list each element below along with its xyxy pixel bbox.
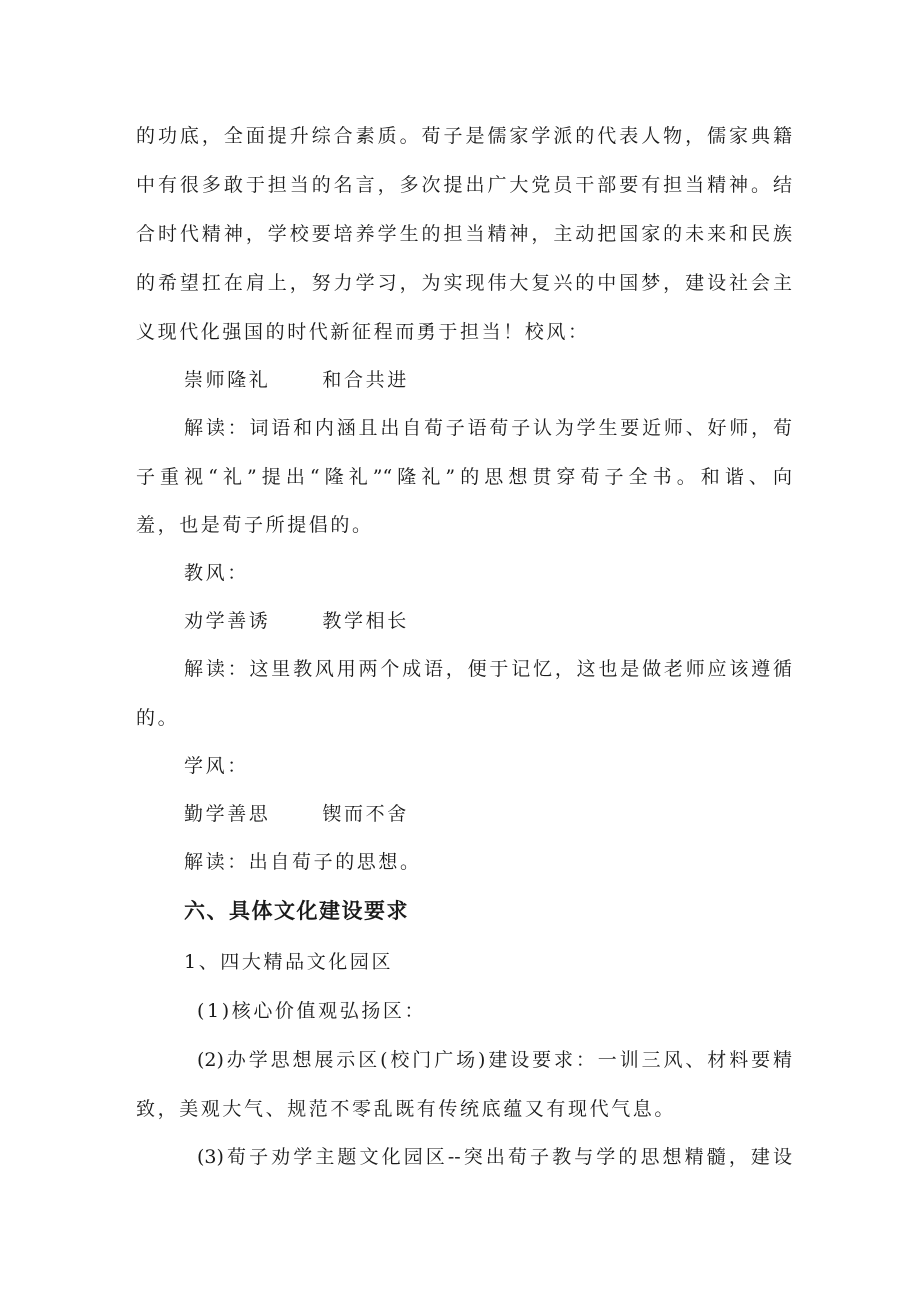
teaching-style-interpretation: 解读：这里教风用两个成语，便于记忆，这也是做老师应该遵循 [184, 658, 792, 680]
list-item: (3)荀子劝学主题文化园区--突出荀子教与学的思想精髓，建设 [197, 1146, 792, 1168]
school-motto-phrase-1: 崇师隆礼 [184, 369, 271, 391]
study-style-phrases [184, 799, 792, 829]
school-motto-interpretation: 子重视“礼”提出“隆礼”“隆礼”的思想贯穿荀子全书。和谐、向 [136, 466, 792, 488]
school-motto-phrases [184, 365, 792, 395]
paragraph-line: 的希望扛在肩上，努力学习，为实现伟大复兴的中国梦，建设社会主 [136, 272, 792, 294]
teaching-style-phrases [184, 606, 792, 636]
school-motto-interpretation: 羞，也是荀子所提倡的。 [136, 514, 374, 536]
study-style-phrase-2: 锲而不舍 [322, 803, 409, 825]
teaching-style-label: 教风： [184, 562, 249, 584]
study-style-phrase-1: 勤学善思 [184, 803, 271, 825]
school-motto-interpretation: 解读：词语和内涵且出自荀子语荀子认为学生要近师、好师，荀 [184, 417, 792, 439]
section-heading: 六、具体文化建设要求 [184, 899, 409, 923]
study-style-interpretation: 解读：出自荀子的思想。 [184, 851, 422, 873]
subsection-title: 1、四大精品文化园区 [184, 951, 394, 973]
paragraph-line: 义现代化强国的时代新征程而勇于担当！校风： [136, 321, 590, 343]
school-motto-phrase-2: 和合共进 [322, 369, 409, 391]
teaching-style-phrase-1: 劝学善诱 [184, 610, 271, 632]
teaching-style-phrase-2: 教学相长 [322, 610, 409, 632]
list-item: (1)核心价值观弘扬区： [197, 1000, 427, 1022]
teaching-style-interpretation: 的。 [136, 707, 180, 729]
paragraph-line: 的功底，全面提升综合素质。荀子是儒家学派的代表人物，儒家典籍 [136, 125, 792, 147]
study-style-label: 学风： [184, 755, 249, 777]
paragraph-line: 合时代精神，学校要培养学生的担当精神，主动把国家的未来和民族 [136, 223, 792, 245]
list-item: (2)办学思想展示区(校门广场)建设要求：一训三风、材料要精 [197, 1049, 792, 1071]
paragraph-line: 中有很多敢于担当的名言，多次提出广大党员干部要有担当精神。结 [136, 174, 792, 196]
list-item-continuation: 致，美观大气、规范不零乱既有传统底蕴又有现代气息。 [136, 1098, 677, 1120]
